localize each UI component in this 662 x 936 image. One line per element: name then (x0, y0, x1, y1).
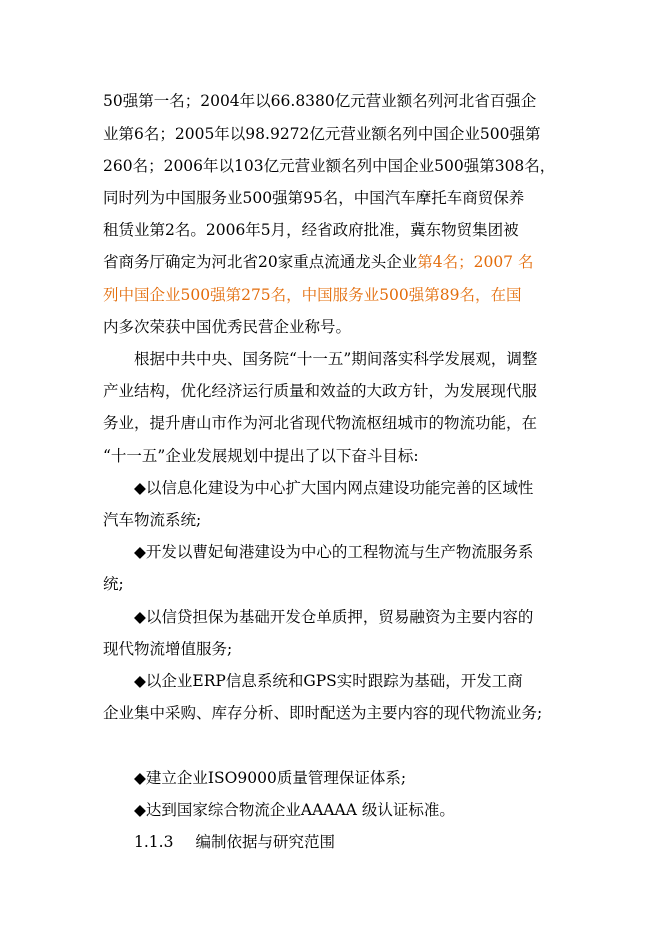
highlighted-text: 第4名；2007 名 (417, 253, 534, 271)
goal-item: ◆达到国家综合物流企业AAAAA 级认证标准。 (134, 801, 455, 819)
text-segment: 省商务厅确定为河北省20家重点流通龙头企业 (103, 253, 418, 271)
goal-item-continued: 企业集中采购、库存分析、即时配送为主要内容的现代物流业务; (103, 704, 543, 722)
text-line: “十一五”企业发展规划中提出了以下奋斗目标: (103, 447, 419, 465)
section-title: 编制依据与研究范围 (195, 833, 335, 851)
goal-item-continued: 现代物流增值服务; (103, 640, 233, 658)
text-line: 产业结构，优化经济运行质量和效益的大政方针，为发展现代服 (103, 382, 538, 400)
text-line: 务业，提升唐山市作为河北省现代物流枢纽城市的物流功能，在 (103, 414, 538, 432)
text-line: 同时列为中国服务业500强第95名，中国汽车摩托车商贸保养 (103, 189, 525, 207)
goal-item: ◆建立企业ISO9000质量管理保证体系; (134, 769, 407, 787)
text-line: 内多次荣获中国优秀民营企业称号。 (103, 318, 352, 336)
goal-item-continued: 统; (103, 575, 124, 593)
text-line: 50强第一名；2004年以66.8380亿元营业额名列河北省百强企 (103, 92, 537, 110)
text-line: 260名；2006年以103亿元营业额名列中国企业500强第308名， (103, 157, 556, 175)
goal-item-continued: 汽车物流系统; (103, 511, 202, 529)
section-heading (134, 832, 335, 852)
text-line: 根据中共中央、国务院“十一五”期间落实科学发展观，调整 (134, 350, 538, 368)
text-line: 业第6名；2005年以98.9272亿元营业额名列中国企业500强第 (103, 125, 541, 143)
section-number: 1.1.3 (134, 833, 174, 851)
highlighted-text-line: 列中国企业500强第275名，中国服务业500强第89名，在国 (103, 286, 522, 304)
goal-item: ◆开发以曹妃甸港建设为中心的工程物流与生产物流服务系 (134, 543, 534, 561)
text-line (103, 252, 533, 272)
goal-item: ◆以企业ERP信息系统和GPS实时跟踪为基础，开发工商 (134, 672, 523, 690)
goal-item: ◆以信贷担保为基础开发仓单质押，贸易融资为主要内容的 (134, 608, 534, 626)
goal-item: ◆以信息化建设为中心扩大国内网点建设功能完善的区域性 (134, 479, 534, 497)
text-line: 租赁业第2名。2006年5月，经省政府批准，冀东物贸集团被 (103, 221, 519, 239)
